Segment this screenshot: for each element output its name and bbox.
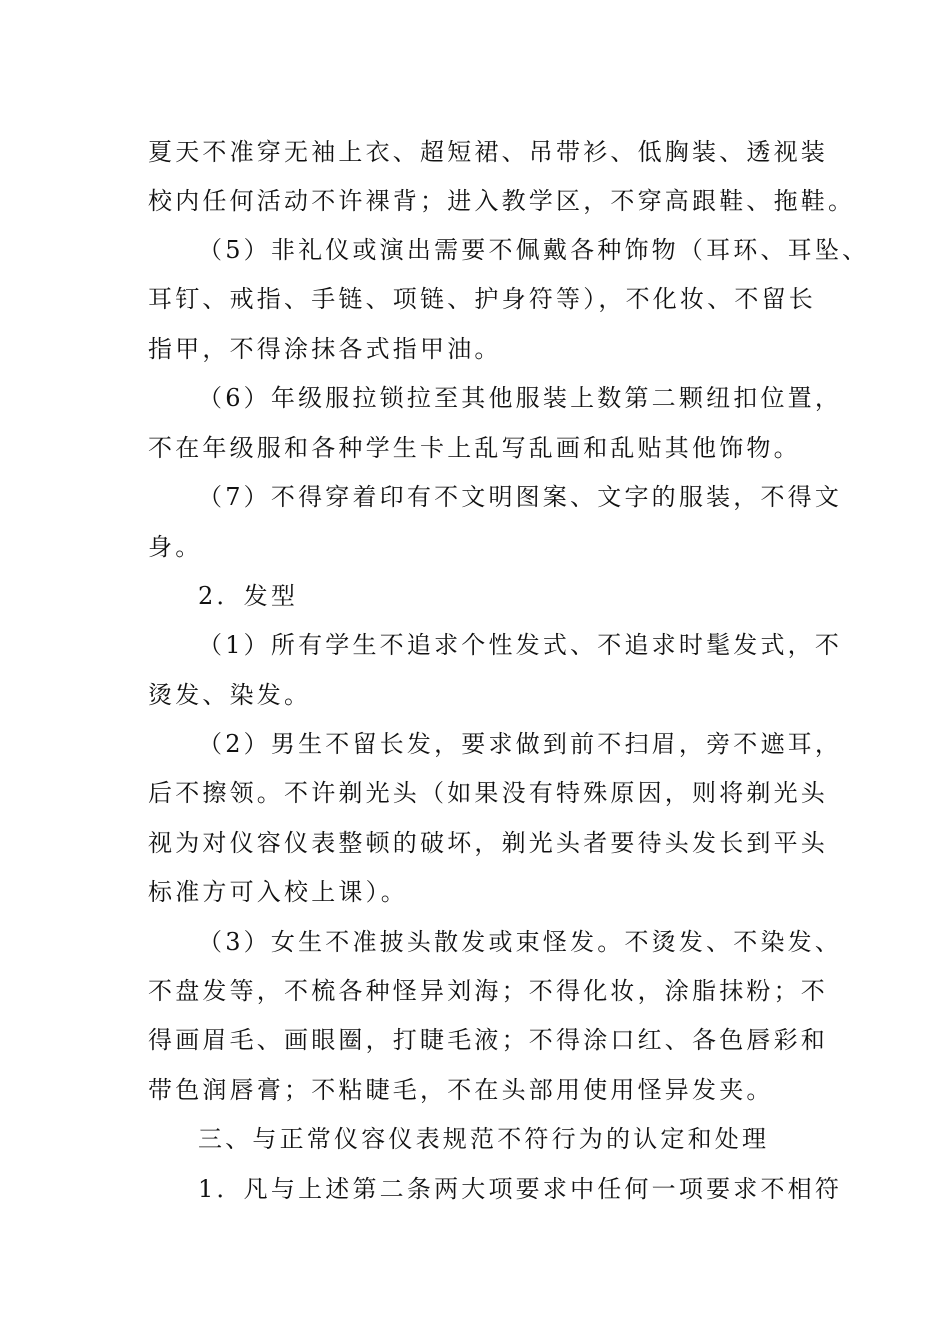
paragraph-1-start: （1）所有学生不追求个性发式、不追求时髦发式，不 bbox=[198, 631, 843, 659]
text-line: 得画眉毛、画眼圈，打睫毛液；不得涂口红、各色唇彩和 bbox=[148, 1026, 828, 1054]
paragraph-2-start: （2）男生不留长发，要求做到前不扫眉，旁不遮耳， bbox=[198, 730, 843, 758]
text-line: 带色润唇膏；不粘睫毛，不在头部用使用怪异发夹。 bbox=[148, 1076, 774, 1104]
text-line: 不盘发等，不梳各种怪异刘海；不得化妆，涂脂抹粉；不 bbox=[148, 977, 828, 1005]
paragraph-7-start: （7）不得穿着印有不文明图案、文字的服装，不得文 bbox=[198, 483, 843, 511]
text-line: 指甲，不得涂抹各式指甲油。 bbox=[148, 335, 502, 363]
text-line: 不在年级服和各种学生卡上乱写乱画和乱贴其他饰物。 bbox=[148, 434, 801, 462]
paragraph-5-start: （5）非礼仪或演出需要不佩戴各种饰物（耳环、耳坠、 bbox=[198, 236, 870, 264]
text-line: 后不擦领。不许剃光头（如果没有特殊原因，则将剃光头 bbox=[148, 779, 828, 807]
text-line: 视为对仪容仪表整顿的破坏，剃光头者要待头发长到平头 bbox=[148, 829, 828, 857]
paragraph-6-start: （6）年级服拉锁拉至其他服装上数第二颗纽扣位置， bbox=[198, 384, 843, 412]
text-line: 身。 bbox=[148, 533, 203, 561]
text-line: 夏天不准穿无袖上衣、超短裙、吊带衫、低胸装、透视装 bbox=[148, 138, 828, 166]
text-line: 烫发、染发。 bbox=[148, 681, 312, 709]
paragraph-item-1-start: 1．凡与上述第二条两大项要求中任何一项要求不相符 bbox=[198, 1175, 843, 1203]
text-line: 标准方可入校上课）。 bbox=[148, 878, 408, 906]
paragraph-3-start: （3）女生不准披头散发或束怪发。不烫发、不染发、 bbox=[198, 928, 843, 956]
section-heading-three: 三、与正常仪容仪表规范不符行为的认定和处理 bbox=[198, 1125, 770, 1153]
text-line: 耳钉、戒指、手链、项链、护身符等），不化妆、不留长 bbox=[148, 285, 816, 313]
text-line: 校内任何活动不许裸背；进入教学区，不穿高跟鞋、拖鞋。 bbox=[148, 187, 856, 215]
section-heading-hairstyle: 2．发型 bbox=[198, 582, 299, 610]
